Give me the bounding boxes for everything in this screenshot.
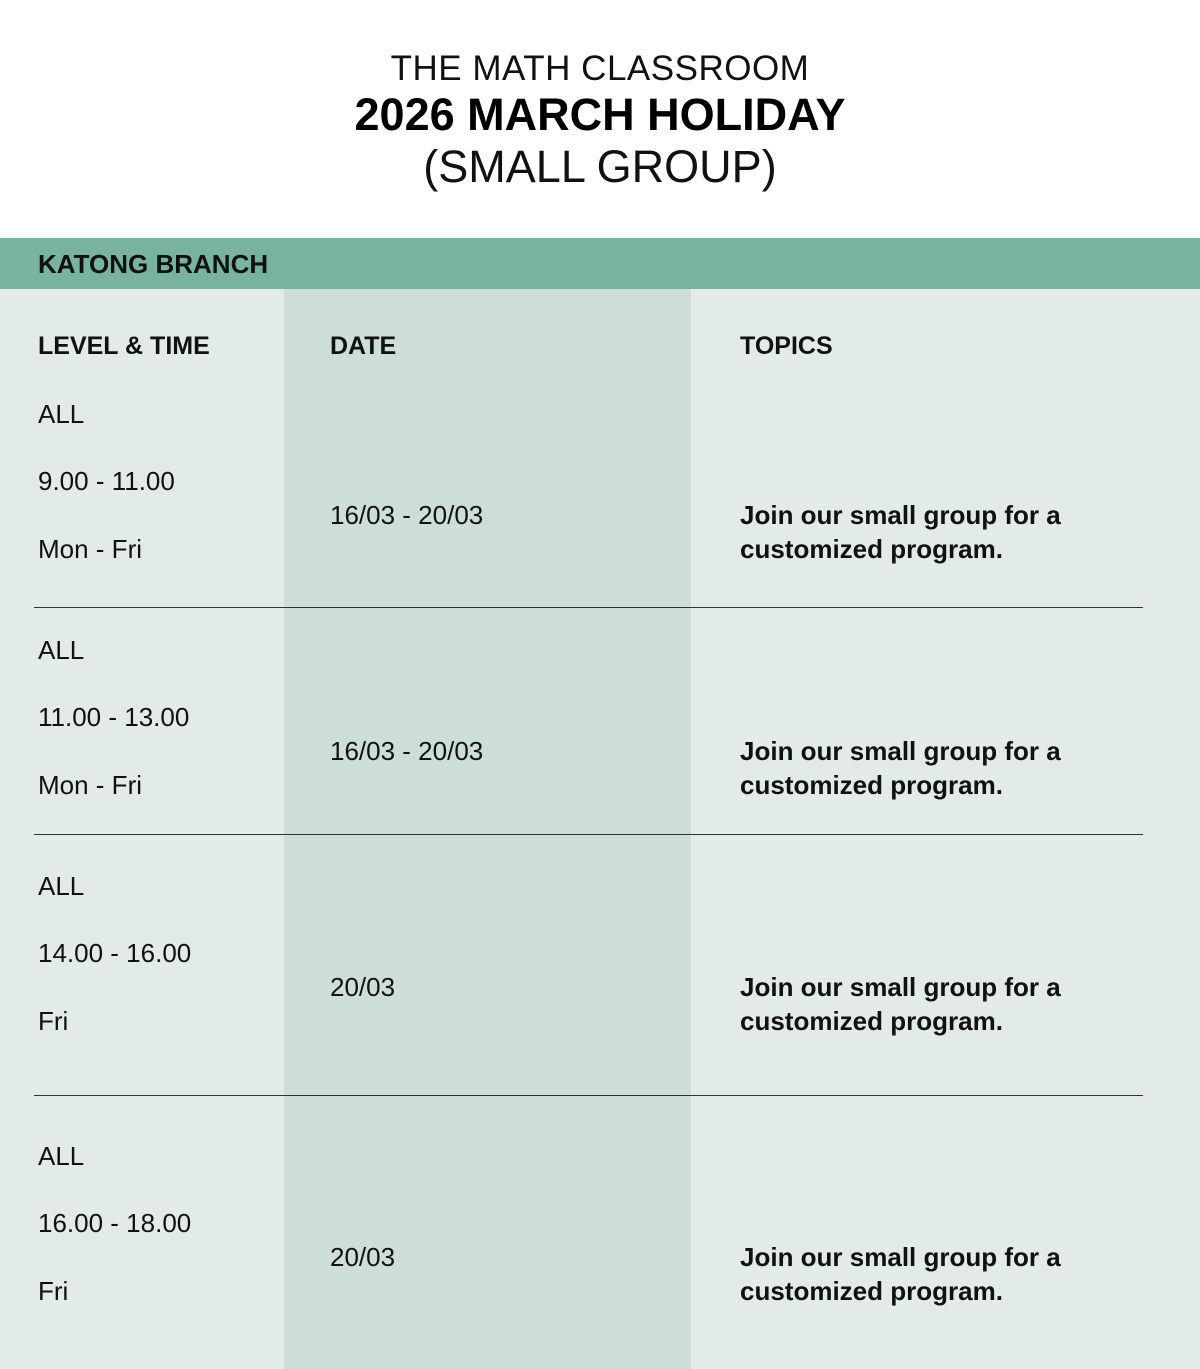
schedule-table <box>0 289 1200 1369</box>
row-date: 16/03 - 20/03 <box>330 500 484 530</box>
row-topic: Join our small group for a customized program. <box>740 1242 1061 1306</box>
row-days: Fri <box>38 1006 69 1036</box>
row-time: 9.00 - 11.00 <box>38 466 175 496</box>
row-divider <box>34 607 1143 608</box>
row-time: 14.00 - 16.00 <box>38 938 192 968</box>
column-header-date: DATE <box>330 332 397 360</box>
row-date: 20/03 <box>330 1242 396 1272</box>
row-divider <box>34 834 1143 835</box>
row-days: Fri <box>38 1276 69 1306</box>
column-header-level-time: LEVEL & TIME <box>38 332 210 360</box>
page-title: 2026 MARCH HOLIDAY <box>354 89 846 140</box>
row-date: 20/03 <box>330 972 396 1002</box>
row-level: ALL <box>38 871 85 901</box>
row-days: Mon - Fri <box>38 770 142 800</box>
row-time: 16.00 - 18.00 <box>38 1208 192 1238</box>
row-level: ALL <box>38 635 85 665</box>
branch-label: KATONG BRANCH <box>38 249 269 279</box>
row-topic: Join our small group for a customized program. <box>740 736 1061 800</box>
row-topic: Join our small group for a customized program. <box>740 972 1061 1036</box>
row-topic: Join our small group for a customized program. <box>740 500 1061 564</box>
row-days: Mon - Fri <box>38 534 142 564</box>
row-level: ALL <box>38 399 85 429</box>
branch-bar <box>0 238 1200 289</box>
organization-name: THE MATH CLASSROOM <box>390 49 810 88</box>
column-header-topics: TOPICS <box>740 332 833 360</box>
row-level: ALL <box>38 1141 85 1171</box>
row-date: 16/03 - 20/03 <box>330 736 484 766</box>
page-subtitle: (SMALL GROUP) <box>423 141 777 192</box>
row-time: 11.00 - 13.00 <box>38 702 190 732</box>
date-column-background <box>284 289 691 1369</box>
page-header <box>0 0 1200 238</box>
row-divider <box>34 1095 1143 1096</box>
